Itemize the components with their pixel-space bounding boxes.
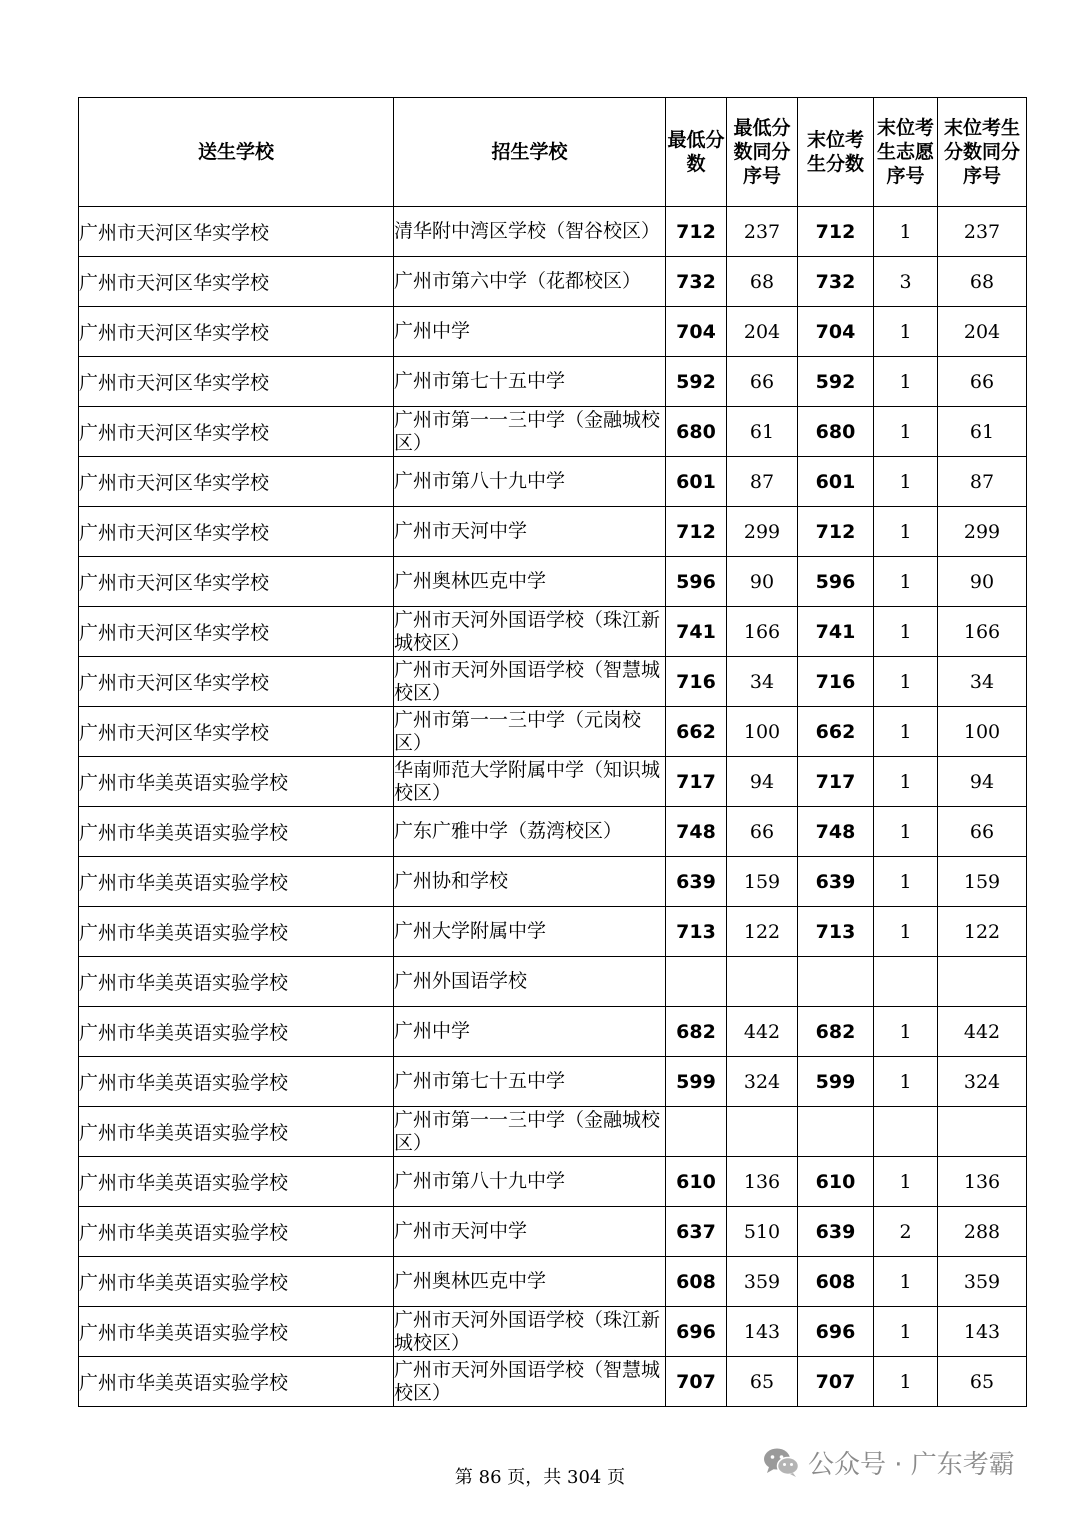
cell-last-score: 680	[798, 407, 874, 457]
cell-min-score: 599	[666, 1057, 727, 1107]
cell-last-rank	[938, 1107, 1027, 1157]
cell-last-score: 639	[798, 857, 874, 907]
cell-send-school: 广州市华美英语实验学校	[79, 957, 394, 1007]
table-row	[79, 307, 1027, 357]
cell-last-score: 713	[798, 907, 874, 957]
table-row	[79, 1307, 1027, 1357]
cell-last-score: 696	[798, 1307, 874, 1357]
cell-min-score: 707	[666, 1357, 727, 1407]
page-number: 第 86 页，共 304 页	[454, 1467, 626, 1488]
table-row	[79, 357, 1027, 407]
cell-min-rank: 66	[727, 357, 798, 407]
cell-last-wish: 1	[874, 407, 938, 457]
cell-last-wish: 1	[874, 457, 938, 507]
cell-last-rank: 122	[938, 907, 1027, 957]
cell-last-wish	[874, 1107, 938, 1157]
cell-last-score: 599	[798, 1057, 874, 1107]
cell-last-wish: 1	[874, 757, 938, 807]
cell-last-score	[798, 1107, 874, 1157]
cell-last-score: 707	[798, 1357, 874, 1407]
cell-last-rank: 299	[938, 507, 1027, 557]
cell-last-score: 704	[798, 307, 874, 357]
cell-recv-school: 广东广雅中学（荔湾校区）	[394, 807, 666, 857]
cell-min-score: 717	[666, 757, 727, 807]
table-body	[79, 207, 1027, 1407]
table-row	[79, 657, 1027, 707]
cell-last-rank: 159	[938, 857, 1027, 907]
cell-send-school: 广州市天河区华实学校	[79, 557, 394, 607]
cell-last-wish: 1	[874, 657, 938, 707]
cell-min-score	[666, 957, 727, 1007]
cell-send-school: 广州市华美英语实验学校	[79, 1307, 394, 1357]
cell-min-rank: 90	[727, 557, 798, 607]
cell-min-score: 662	[666, 707, 727, 757]
watermark-text: 公众号 · 广东考霸	[808, 1449, 1015, 1480]
cell-min-rank: 359	[727, 1257, 798, 1307]
cell-last-rank: 166	[938, 607, 1027, 657]
cell-min-score: 637	[666, 1207, 727, 1257]
cell-last-score: 610	[798, 1157, 874, 1207]
header-recv-school: 招生学校	[394, 98, 666, 207]
cell-min-score: 732	[666, 257, 727, 307]
cell-recv-school: 广州市第一一三中学（元岗校区）	[394, 707, 666, 757]
cell-min-score: 608	[666, 1257, 727, 1307]
cell-send-school: 广州市天河区华实学校	[79, 507, 394, 557]
cell-min-score: 682	[666, 1007, 727, 1057]
cell-last-rank: 66	[938, 357, 1027, 407]
cell-recv-school: 清华附中湾区学校（智谷校区）	[394, 207, 666, 257]
cell-last-rank: 288	[938, 1207, 1027, 1257]
cell-recv-school: 广州外国语学校	[394, 957, 666, 1007]
cell-last-score: 639	[798, 1207, 874, 1257]
cell-recv-school: 广州奥林匹克中学	[394, 1257, 666, 1307]
cell-last-wish: 1	[874, 1307, 938, 1357]
cell-last-wish: 1	[874, 1057, 938, 1107]
cell-recv-school: 广州市第八十九中学	[394, 457, 666, 507]
cell-last-rank: 61	[938, 407, 1027, 457]
cell-recv-school: 广州市天河外国语学校（智慧城校区）	[394, 657, 666, 707]
table-row	[79, 907, 1027, 957]
cell-recv-school: 广州市天河外国语学校（珠江新城校区）	[394, 1307, 666, 1357]
cell-last-wish: 1	[874, 1157, 938, 1207]
cell-last-wish: 1	[874, 707, 938, 757]
cell-recv-school: 广州市天河中学	[394, 507, 666, 557]
cell-last-wish: 1	[874, 807, 938, 857]
cell-last-wish: 1	[874, 357, 938, 407]
cell-last-rank: 65	[938, 1357, 1027, 1407]
cell-recv-school: 广州中学	[394, 1007, 666, 1057]
cell-min-score: 716	[666, 657, 727, 707]
cell-min-rank: 100	[727, 707, 798, 757]
cell-min-rank: 122	[727, 907, 798, 957]
cell-last-score: 596	[798, 557, 874, 607]
cell-send-school: 广州市华美英语实验学校	[79, 1257, 394, 1307]
cell-send-school: 广州市天河区华实学校	[79, 707, 394, 757]
cell-min-score: 748	[666, 807, 727, 857]
cell-last-score: 601	[798, 457, 874, 507]
cell-recv-school: 华南师范大学附属中学（知识城校区）	[394, 757, 666, 807]
cell-last-score	[798, 957, 874, 1007]
cell-send-school: 广州市华美英语实验学校	[79, 1357, 394, 1407]
table-row	[79, 1357, 1027, 1407]
cell-last-wish: 1	[874, 207, 938, 257]
cell-last-score: 608	[798, 1257, 874, 1307]
cell-min-rank: 65	[727, 1357, 798, 1407]
cell-last-wish: 2	[874, 1207, 938, 1257]
cell-min-rank	[727, 957, 798, 1007]
cell-min-score: 712	[666, 207, 727, 257]
cell-send-school: 广州市天河区华实学校	[79, 657, 394, 707]
cell-last-score: 717	[798, 757, 874, 807]
cell-last-rank: 87	[938, 457, 1027, 507]
table-row	[79, 757, 1027, 807]
cell-min-score: 713	[666, 907, 727, 957]
cell-send-school: 广州市华美英语实验学校	[79, 807, 394, 857]
cell-last-wish: 1	[874, 907, 938, 957]
cell-send-school: 广州市华美英语实验学校	[79, 1107, 394, 1157]
cell-send-school: 广州市天河区华实学校	[79, 407, 394, 457]
table-row	[79, 1007, 1027, 1057]
cell-recv-school: 广州市第一一三中学（金融城校区）	[394, 407, 666, 457]
table-row	[79, 607, 1027, 657]
score-table-container	[78, 97, 1026, 1407]
header-min-rank: 最低分数同分序号	[727, 98, 798, 207]
cell-last-rank: 66	[938, 807, 1027, 857]
header-last-rank: 末位考生分数同分序号	[938, 98, 1027, 207]
cell-send-school: 广州市华美英语实验学校	[79, 1007, 394, 1057]
cell-last-wish	[874, 957, 938, 1007]
cell-last-score: 662	[798, 707, 874, 757]
cell-recv-school: 广州市天河外国语学校（智慧城校区）	[394, 1357, 666, 1407]
cell-min-rank: 34	[727, 657, 798, 707]
table-row	[79, 857, 1027, 907]
cell-recv-school: 广州市第六中学（花都校区）	[394, 257, 666, 307]
cell-last-score: 732	[798, 257, 874, 307]
cell-min-rank: 237	[727, 207, 798, 257]
cell-last-wish: 1	[874, 1257, 938, 1307]
cell-send-school: 广州市天河区华实学校	[79, 357, 394, 407]
cell-last-score: 741	[798, 607, 874, 657]
cell-recv-school: 广州奥林匹克中学	[394, 557, 666, 607]
cell-last-wish: 1	[874, 857, 938, 907]
cell-send-school: 广州市华美英语实验学校	[79, 1207, 394, 1257]
cell-send-school: 广州市华美英语实验学校	[79, 907, 394, 957]
cell-send-school: 广州市华美英语实验学校	[79, 757, 394, 807]
watermark	[762, 1440, 1015, 1484]
cell-min-score: 592	[666, 357, 727, 407]
cell-min-rank: 299	[727, 507, 798, 557]
cell-last-rank: 94	[938, 757, 1027, 807]
table-row	[79, 207, 1027, 257]
cell-min-rank: 204	[727, 307, 798, 357]
cell-min-rank: 94	[727, 757, 798, 807]
cell-last-score: 682	[798, 1007, 874, 1057]
table-row	[79, 407, 1027, 457]
cell-recv-school: 广州市第七十五中学	[394, 357, 666, 407]
cell-send-school: 广州市华美英语实验学校	[79, 1057, 394, 1107]
table-row	[79, 1107, 1027, 1157]
table-row	[79, 457, 1027, 507]
cell-last-wish: 1	[874, 1357, 938, 1407]
wechat-icon	[762, 1446, 800, 1478]
cell-recv-school: 广州市第八十九中学	[394, 1157, 666, 1207]
cell-min-rank: 87	[727, 457, 798, 507]
cell-min-rank: 510	[727, 1207, 798, 1257]
cell-last-rank: 68	[938, 257, 1027, 307]
cell-last-rank: 34	[938, 657, 1027, 707]
cell-min-rank	[727, 1107, 798, 1157]
cell-min-rank: 143	[727, 1307, 798, 1357]
cell-last-score: 712	[798, 507, 874, 557]
cell-last-score: 712	[798, 207, 874, 257]
cell-last-rank: 100	[938, 707, 1027, 757]
cell-last-wish: 1	[874, 307, 938, 357]
cell-min-score	[666, 1107, 727, 1157]
cell-last-rank: 204	[938, 307, 1027, 357]
cell-last-wish: 1	[874, 507, 938, 557]
cell-min-score: 712	[666, 507, 727, 557]
cell-last-score: 716	[798, 657, 874, 707]
cell-send-school: 广州市天河区华实学校	[79, 257, 394, 307]
cell-min-score: 639	[666, 857, 727, 907]
cell-min-rank: 324	[727, 1057, 798, 1107]
cell-last-score: 592	[798, 357, 874, 407]
cell-min-rank: 68	[727, 257, 798, 307]
cell-min-score: 680	[666, 407, 727, 457]
cell-send-school: 广州市天河区华实学校	[79, 607, 394, 657]
cell-min-score: 596	[666, 557, 727, 607]
cell-last-wish: 1	[874, 1007, 938, 1057]
table-row	[79, 1157, 1027, 1207]
table-header-row	[79, 98, 1027, 207]
cell-min-score: 696	[666, 1307, 727, 1357]
cell-send-school: 广州市天河区华实学校	[79, 307, 394, 357]
cell-last-rank: 237	[938, 207, 1027, 257]
cell-last-score: 748	[798, 807, 874, 857]
cell-send-school: 广州市华美英语实验学校	[79, 857, 394, 907]
cell-last-rank: 136	[938, 1157, 1027, 1207]
cell-min-score: 704	[666, 307, 727, 357]
table-row	[79, 257, 1027, 307]
header-min-score: 最低分数	[666, 98, 727, 207]
cell-min-score: 610	[666, 1157, 727, 1207]
cell-last-rank: 143	[938, 1307, 1027, 1357]
cell-min-score: 741	[666, 607, 727, 657]
cell-last-wish: 3	[874, 257, 938, 307]
cell-recv-school: 广州市第一一三中学（金融城校区）	[394, 1107, 666, 1157]
cell-recv-school: 广州协和学校	[394, 857, 666, 907]
cell-recv-school: 广州市第七十五中学	[394, 1057, 666, 1107]
cell-min-rank: 136	[727, 1157, 798, 1207]
cell-min-score: 601	[666, 457, 727, 507]
cell-send-school: 广州市天河区华实学校	[79, 207, 394, 257]
cell-min-rank: 159	[727, 857, 798, 907]
cell-send-school: 广州市天河区华实学校	[79, 457, 394, 507]
cell-recv-school: 广州市天河中学	[394, 1207, 666, 1257]
table-row	[79, 807, 1027, 857]
cell-recv-school: 广州大学附属中学	[394, 907, 666, 957]
table-row	[79, 507, 1027, 557]
cell-recv-school: 广州市天河外国语学校（珠江新城校区）	[394, 607, 666, 657]
cell-min-rank: 61	[727, 407, 798, 457]
cell-last-rank	[938, 957, 1027, 1007]
cell-min-rank: 166	[727, 607, 798, 657]
cell-recv-school: 广州中学	[394, 307, 666, 357]
table-row	[79, 1257, 1027, 1307]
header-last-score: 末位考生分数	[798, 98, 874, 207]
cell-last-wish: 1	[874, 557, 938, 607]
score-table	[78, 97, 1027, 1407]
cell-last-rank: 442	[938, 1007, 1027, 1057]
table-row	[79, 707, 1027, 757]
cell-last-rank: 324	[938, 1057, 1027, 1107]
cell-last-rank: 90	[938, 557, 1027, 607]
table-row	[79, 957, 1027, 1007]
cell-min-rank: 66	[727, 807, 798, 857]
table-row	[79, 1057, 1027, 1107]
cell-send-school: 广州市华美英语实验学校	[79, 1157, 394, 1207]
header-send-school: 送生学校	[79, 98, 394, 207]
table-row	[79, 1207, 1027, 1257]
cell-last-rank: 359	[938, 1257, 1027, 1307]
cell-min-rank: 442	[727, 1007, 798, 1057]
table-row	[79, 557, 1027, 607]
cell-last-wish: 1	[874, 607, 938, 657]
header-last-wish: 末位考生志愿序号	[874, 98, 938, 207]
